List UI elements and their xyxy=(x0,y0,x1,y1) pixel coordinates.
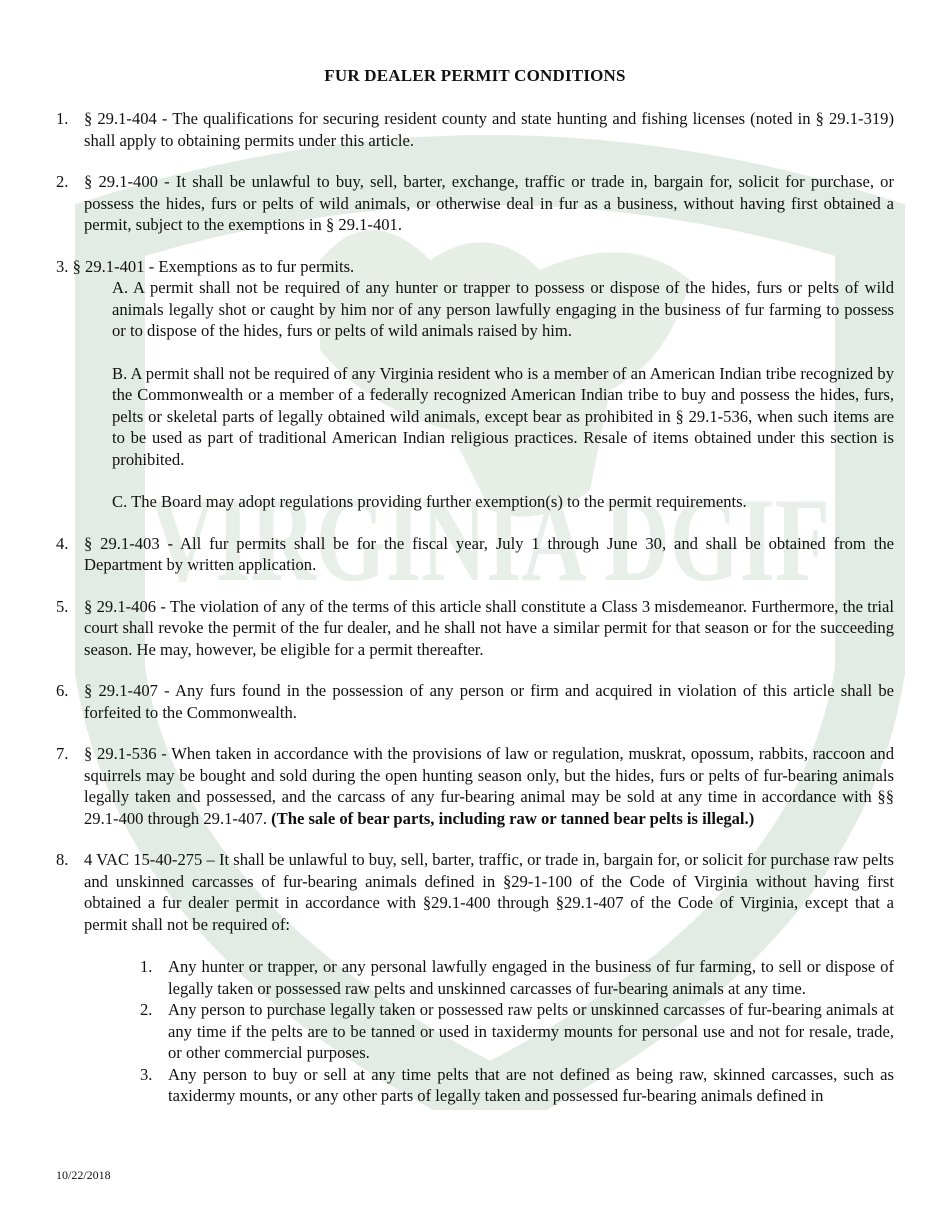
subitem-text: Any hunter or trapper, or any personal lawfully engaged in the business of fur farming, to sell or dispose of legally taken or possessed raw pelts and unskinned carcasses of fur-bearing animals at any time. xyxy=(168,957,894,998)
item-number: 3. xyxy=(56,256,69,276)
subitem-text: Any person to purchase legally taken or possessed raw pelts or unskinned carcasses of fur-bearing animals at any time if the pelts are to be tanned or used in taxidermy mounts for personal use and not for resale, trade, or other commercial purposes. xyxy=(168,1000,894,1062)
item-number: 4. xyxy=(56,533,69,553)
list-item-exemptions xyxy=(56,256,894,513)
subsection-b: B. A permit shall not be required of any Virginia resident who is a member of an American Indian tribe recognized by the Commonwealth or a member of a federally recognized American Indian tribe to buy and possess the hides, furs, pelts or skeletal parts of legally obtained wild animals, except bear as prohibited in § 29.1-536, when such items are to be used as part of traditional American Indian religious practices. Resale of items obtained under this section is prohibited. xyxy=(112,363,894,469)
item-number: 7. xyxy=(56,744,69,763)
subitem-number: 2. xyxy=(140,1000,153,1019)
item-text: § 29.1-401 - Exemptions as to fur permits. xyxy=(72,256,355,276)
subitem-number: 1. xyxy=(140,957,153,976)
page-title: FUR DEALER PERMIT CONDITIONS xyxy=(324,66,626,85)
exemption-sublist xyxy=(140,956,894,1107)
item-number: 6. xyxy=(56,681,69,700)
subsection-c: C. The Board may adopt regulations providing further exemption(s) to the permit requirements. xyxy=(112,492,747,511)
item-text: § 29.1-404 - The qualifications for securing resident county and state hunting and fishing licenses (noted in § 29.1-319) shall apply to obtaining permits under this article. xyxy=(84,109,894,150)
item-text: § 29.1-406 - The violation of any of the terms of this article shall constitute a Class 3 misdemeanor. Furthermore, the trial court shall revoke the permit of the fur dealer, and he shall not have a similar permit for that season or for the succeeding season. He may, however, be eligible for a permit thereafter. xyxy=(84,596,894,659)
sublist-item xyxy=(140,1064,894,1107)
list-item xyxy=(56,849,894,1107)
item-text: § 29.1-407 - Any furs found in the possession of any person or firm and acquired in violation of this article shall be forfeited to the Commonwealth. xyxy=(84,681,894,722)
list-item xyxy=(56,680,894,723)
list-item xyxy=(56,743,894,829)
subitem-number: 3. xyxy=(140,1064,153,1084)
sublist-item xyxy=(140,956,894,999)
item-number: 5. xyxy=(56,596,69,616)
subsection-a: A. A permit shall not be required of any hunter or trapper to possess or dispose of the hides, furs or pelts of wild animals legally shot or caught by him nor of any person lawfully engaging in the business of fur farming to possess or to dispose of the hides, furs or pelts of wild animals raised by him. xyxy=(112,278,894,340)
list-item xyxy=(56,533,894,576)
item-number: 1. xyxy=(56,109,69,128)
item-text: 4 VAC 15-40-275 – It shall be unlawful to buy, sell, barter, traffic, or trade in, bargain for, or solicit for purchase raw pelts and unskinned carcasses of fur-bearing animals defined in §29-1-100 of the Code of Virginia without having first obtained a fur dealer permit in accordance with §29.1-400 through §29.1-407 of the Code of Virginia, except that a permit shall not be required of: xyxy=(84,850,894,934)
sublist-item xyxy=(140,999,894,1064)
item-bold-warning: (The sale of bear parts, including raw or tanned bear pelts is illegal.) xyxy=(271,808,755,828)
conditions-list xyxy=(56,108,894,1127)
item-text: § 29.1-536 - When taken in accordance with the provisions of law or regulation, muskrat, opossum, rabbits, raccoon and squirrels may be bought and sold during the open hunting season only, but the hides, furs or pelts of fur-bearing animals legally taken and possessed, and the carcass of any fur-bearing animal may be sold at any time in accordance with §§ 29.1-400 through 29.1-407. xyxy=(84,744,894,828)
list-item xyxy=(56,171,894,236)
item-heading xyxy=(56,256,894,278)
watermark-text: VIRGINIA DGIF xyxy=(150,473,830,606)
list-item xyxy=(56,108,894,151)
subitem-text: Any person to buy or sell at any time pelts that are not defined as being raw, skinned carcasses, such as taxidermy mounts, or any other parts of legally taken and possessed fur-bearing animals defined in xyxy=(168,1064,894,1105)
item-text: § 29.1-403 - All fur permits shall be for the fiscal year, July 1 through June 30, and shall be obtained from the Department by written application. xyxy=(84,533,894,574)
item-text: § 29.1-400 - It shall be unlawful to buy, sell, barter, exchange, traffic or trade in, bargain for, solicit for purchase, or possess the hides, furs or pelts of wild animals, or otherwise deal in fur as a business, without having first obtained a permit, subject to the exemptions in § 29.1-401. xyxy=(84,172,894,234)
list-item xyxy=(56,596,894,661)
item-number: 8. xyxy=(56,850,69,869)
footer-date: 10/22/2018 xyxy=(56,1168,111,1182)
item-number: 2. xyxy=(56,172,69,191)
